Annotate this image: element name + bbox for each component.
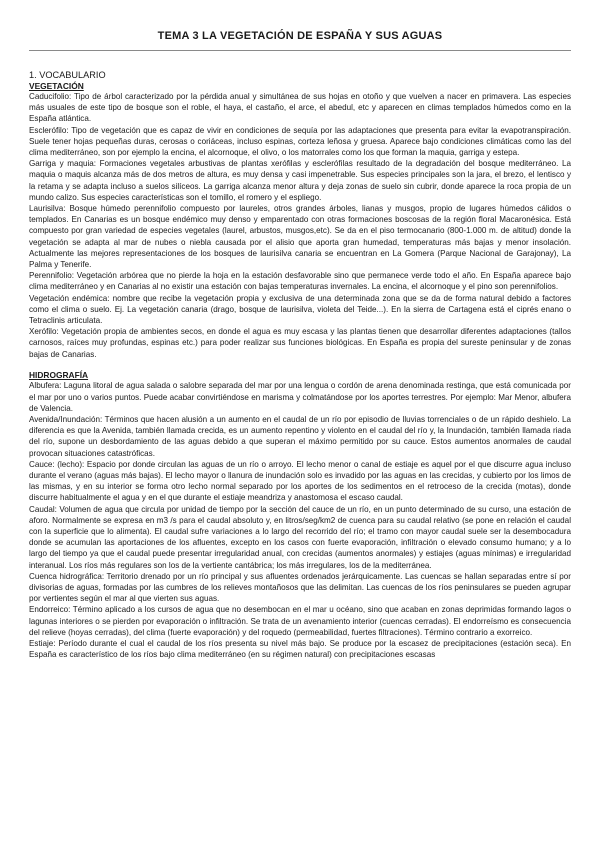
entry-caducifolio: Caducifolio: Tipo de árbol caracterizado por la pérdida anual y simultánea de sus hojas en otoño y que vuelven a nacer en primavera. Las especies más usuales de este tipo de bosque son el roble, el haya, el castaño, el arce, el abedul, etc y aparecen en climas templados húmedos como en la España atlántica. — [29, 92, 571, 124]
subsection-heading-vegetacion: VEGETACIÓN — [29, 80, 84, 91]
page-title: TEMA 3 LA VEGETACIÓN DE ESPAÑA Y SUS AGUAS — [157, 30, 443, 42]
title-divider — [29, 50, 571, 51]
entry-esclerofilo: Esclerófilo: Tipo de vegetación que es capaz de vivir en condiciones de sequía por las adaptaciones que presenta para evitar la evapotranspiración. Suele tener hojas pequeñas duras, cerosas o coriáceas, incluso espinas, corteza leñosa y gruesa. Aparece bajo condiciones climáticas como las del clima mediterráneo, son por ejemplo la encina, el alcornoque, el olivo, o los matorrales como los que forman la maquia, garriga y estepa. — [29, 125, 571, 158]
entry-endorreico: Endorreico: Término aplicado a los cursos de agua que no desembocan en el mar u océano, sino que acaban en zonas deprimidas formando lagos o lagunas interiores o se pierden por evaporación o infiltración. Se trata de un avenamiento interior (cuencas cerradas). El endorreísmo es consecuencia del relieve (hoyas cerradas), del clima (fuerte evaporación) y del roquedo (permeabilidad, fuertes filtraciones). Término contrario a exorreico. — [29, 605, 571, 637]
entry-laurisilva: Laurisilva: Bosque húmedo perennifolio compuesto por laureles, otros grandes árboles, lianas y musgos, propio de lugares húmedos cálidos o templados. En Canarias es un bosque endémico muy denso y emparentado con otras formaciones boscosas de la región floral Macaronésica. Está compuesto por gran variedad de especies vegetales (laurel, arbustos, musgos,etc). Se da en el piso termocanario (800-1.000 m. de altitud) donde la vegetación se adapta al mar de nubes o niebla causada por el alisio que aporta gran humedad, temperaturas más bajas y menor insolación. Actualmente las mejores representaciones de los bosques de laurisilva canaria se encuentran en La Gomera (Parque Nacional de Garajonay), La Palma y Tenerife. — [29, 204, 571, 270]
entry-cauce: Cauce: (lecho): Espacio por donde circulan las aguas de un río o arroyo. El lecho menor o canal de estiaje es aquel por el que discurre agua incluso durante el verano (aguas más bajas). El lecho mayor o llanura de inundación solo es invadido por las aguas en las crecidas, y cubierto por los limos de las mismas, y en su interior se forma otro lecho normal separado por los aportes de los sedimentos en el retroceso de la crecida (motas), donde discurre habitualmente el agua y en el que durante el estiaje meandriza y anastomosa el escaso caudal. — [29, 459, 571, 503]
entry-estiaje: Estiaje: Período durante el cual el caudal de los ríos presenta su nivel más bajo. Se produce por la escasez de precipitaciones (estación seca). En España es característico de los ríos bajo clima mediterráneo (en su régimen natural) con precipitaciones escasas — [29, 639, 571, 660]
entry-albufera: Albufera: Laguna litoral de agua salada o salobre separada del mar por una lengua o cordón de arena denominada restinga, que está comunicada por el mar por uno o varios puntos. Puede acabar convirtiéndose en marisma y colmatándose por los aportes terrestres. Por ejemplo: Mar Menor, albufera de Valencia. — [29, 381, 571, 413]
entry-vegetacion-endemica: Vegetación endémica: nombre que recibe la vegetación propia y exclusiva de una determinada zona que se da de forma natural debido a factores como el clima o suelo. Ej. La vegetación canaria (drago, bosque de laurisilva, violeta del Teide...). En la sierra de Cartagena está el ciprés enano o Tetraclinis articulata. — [29, 293, 571, 326]
entry-perennifolio: Perennifolio: Vegetación arbórea que no pierde la hoja en la estación desfavorable sino que permanece verde todo el año. En España aparece bajo clima mediterráneo y en Canarias al no existir una estación con bajas temperaturas invernales. La encina, el alcornoque y el pino son perennifolios. — [29, 271, 571, 292]
entry-avenida-inundacion: Avenida/Inundación: Términos que hacen alusión a un aumento en el caudal de un río por episodio de lluvias torrenciales o de un rápido deshielo. La diferencia es que la Avenida, también llamada crecida, es un aumento repentino y violento en el caudal del río y, la Inundación, también llamada riada del río, supone un desbordamiento de las aguas debido a que superan el máximo permitido por su cauce. Estos aumentos anormales de caudal provocan situaciones catastróficas. — [29, 414, 571, 458]
entry-xerofilo: Xerófilo: Vegetación propia de ambientes secos, en donde el agua es muy escasa y las plantas tienen que desarrollar diferentes adaptaciones (tallos carnosos, raíces muy profundas, espinas etc.) para poder realizar sus funciones biológicas. En España es propia del sureste peninsular y de zonas bajas de Canarias. — [29, 327, 571, 359]
entry-cuenca-hidrografica: Cuenca hidrográfica: Territorio drenado por un río principal y sus afluentes ordenados jerárquicamente. Las cuencas se hallan separadas entre sí por divisorias de aguas, formadas por las cumbres de los relieves montañosos que las delimitan. Las cuencas de los ríos peninsulares se pueden agrupar por vertientes según el mar al que vierten sus aguas. — [29, 571, 571, 604]
entry-garriga-maquia: Garriga y maquia: Formaciones vegetales arbustivas de plantas xerófilas y esclerófilas resultado de la degradación del bosque mediterráneo. La maquia o maquis alcanza más de dos metros de altura, es muy densa y casi impenetrable. Sus especies principales son la jara, el brezo, el lentisco y la retama y se adapta incluso a suelos silíceos. La garriga alcanza menor altura y deja zonas de suelo sin cubrir, donde aparece la roca propia de un mundo calizo. Sus especies características son el tomillo, el romero y el espliego. — [29, 159, 571, 202]
entry-caudal: Caudal: Volumen de agua que circula por unidad de tiempo por la sección del cauce de un río, en un punto determinado de su curso, una estación de aforo. Normalmente se expresa en m3 /s para el caudal absoluto y, en litros/seg/km2 de cuenca para su caudal relativo (se pone en relación el caudal con la superficie que lo alimenta). El caudal sufre variaciones a lo largo del recorrido del río; el tramo con mayor caudal suele ser la desembocadura donde se acumulan las aportaciones de los afluentes, excepto en los casos con fuerte evaporación, infiltración o elevado consumo humano; y a lo largo del tiempo ya que el caudal puede presentar irregularidad anual, con crecidas (aumentos anormales) y estiajes (aguas mínimas) e irregularidad interanual. Los ríos más regulares son los de la vertiente cantábrica; los más irregulares, los de la mediterránea. — [29, 504, 571, 570]
subsection-heading-hidrografia: HIDROGRAFÍA — [29, 369, 89, 380]
section-heading: 1. VOCABULARIO — [29, 70, 106, 80]
